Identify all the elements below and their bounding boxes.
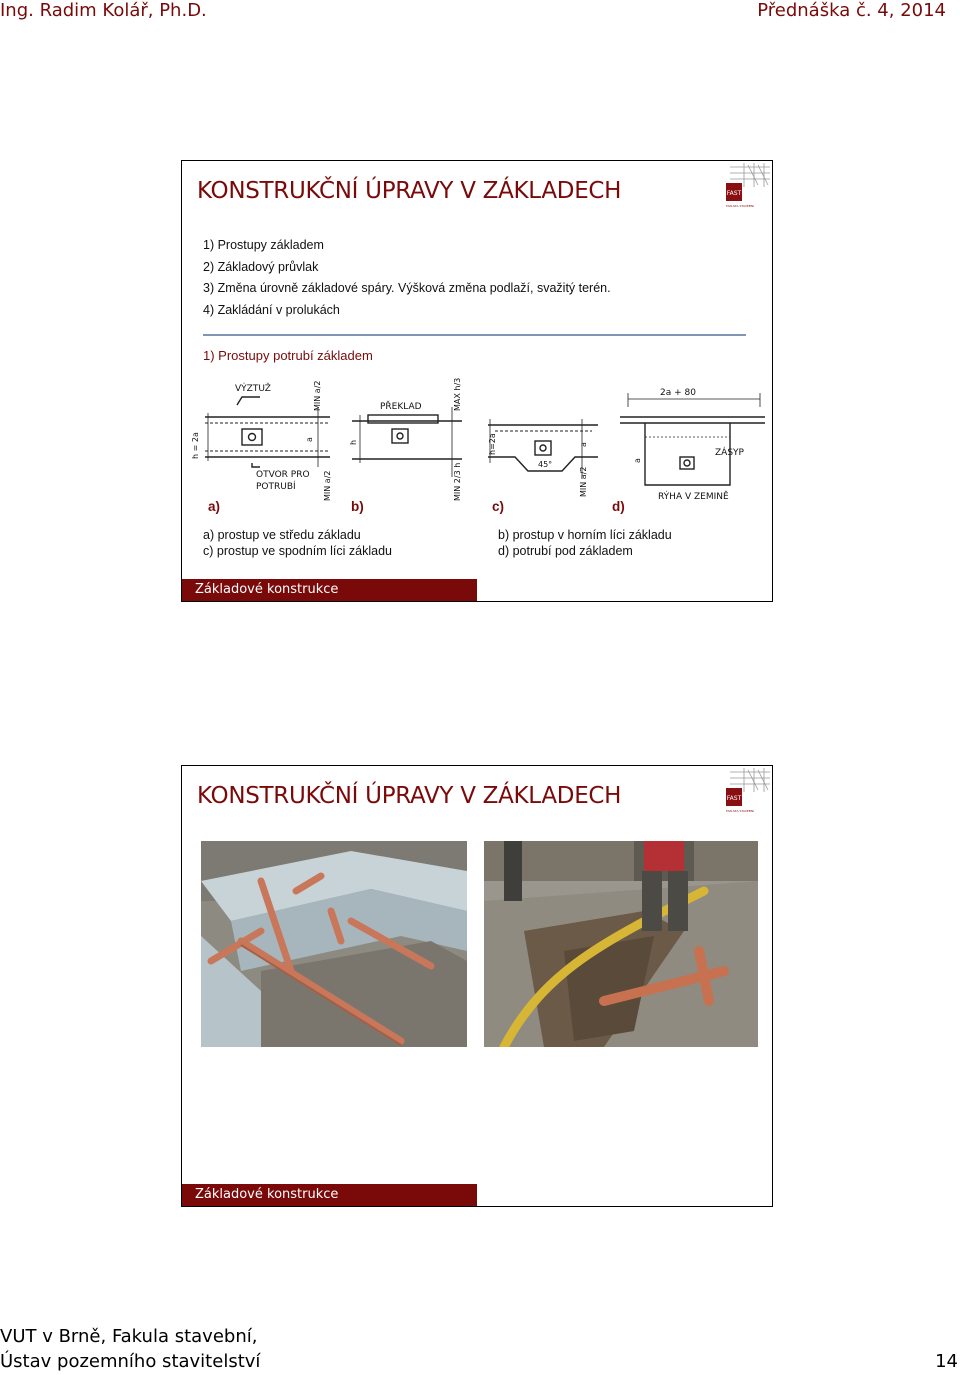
svg-text:POTRUBÍ: POTRUBÍ — [256, 482, 296, 492]
svg-text:MIN a/2: MIN a/2 — [313, 380, 322, 411]
slide-2 — [181, 765, 773, 1207]
svg-text:a: a — [633, 458, 642, 463]
list-item: 2) Základový průvlak — [203, 259, 319, 274]
svg-text:MIN a/2: MIN a/2 — [579, 466, 588, 497]
fast-logo — [724, 161, 772, 213]
subheading: 1) Prostupy potrubí základem — [203, 348, 373, 363]
label-b: b) — [351, 499, 364, 514]
header-author: Ing. Radim Kolář, Ph.D. — [0, 0, 207, 21]
footer-line-1: VUT v Brně, Fakula stavební, — [0, 1326, 258, 1347]
header-lecture: Přednáška č. 4, 2014 — [757, 0, 946, 21]
divider — [203, 334, 746, 336]
diagram-a — [205, 397, 330, 467]
slide-title: KONSTRUKČNÍ ÚPRAVY V ZÁKLADECH — [197, 783, 622, 809]
list-item: 3) Změna úrovně základové spáry. Výšková změna podlaží, svažitý terén. — [203, 281, 611, 295]
fast-logo — [724, 766, 772, 818]
svg-text:ZÁSYP: ZÁSYP — [715, 448, 744, 458]
label-c: c) — [492, 499, 505, 514]
footer-line-2: Ústav pozemního stavitelství — [0, 1351, 261, 1372]
svg-text:h = 2a: h = 2a — [191, 432, 200, 459]
list-item: 4) Zakládání v prolukách — [203, 302, 340, 317]
svg-text:a: a — [305, 437, 314, 442]
svg-text:45°: 45° — [538, 460, 553, 469]
svg-text:VÝZTUŽ: VÝZTUŽ — [235, 384, 271, 394]
svg-text:PŘEKLAD: PŘEKLAD — [380, 402, 422, 412]
svg-text:OTVOR PRO: OTVOR PRO — [256, 470, 310, 480]
svg-text:MIN a/2: MIN a/2 — [323, 470, 332, 501]
slide-title: KONSTRUKČNÍ ÚPRAVY V ZÁKLADECH — [197, 178, 622, 204]
svg-text:h=2a: h=2a — [488, 433, 497, 455]
photo-trench-pipe — [484, 841, 758, 1047]
diagram-d — [620, 393, 765, 485]
svg-text:RÝHA V ZEMINĚ: RÝHA V ZEMINĚ — [658, 492, 729, 502]
svg-text:FAKULTA STAVEBNÍ: FAKULTA STAVEBNÍ — [726, 809, 754, 813]
svg-text:2a + 80: 2a + 80 — [660, 388, 696, 398]
svg-text:a: a — [579, 442, 588, 447]
pipe-penetration-diagrams — [190, 367, 765, 507]
svg-text:h: h — [349, 439, 358, 445]
svg-text:FAST: FAST — [726, 795, 742, 802]
svg-text:FAST: FAST — [726, 190, 742, 197]
svg-text:MIN 2/3 h: MIN 2/3 h — [453, 462, 462, 501]
label-a: a) — [208, 499, 221, 514]
svg-text:MAX h/3: MAX h/3 — [453, 377, 462, 411]
description-right: b) prostup v horním líci základu d) potrubí pod základem — [498, 528, 672, 558]
svg-text:FAKULTA STAVEBNÍ: FAKULTA STAVEBNÍ — [726, 204, 754, 208]
page-number: 14 — [935, 1351, 958, 1372]
description-left: a) prostup ve středu základu c) prostup ve spodním líci základu — [203, 528, 392, 558]
diagram-b — [352, 407, 462, 477]
slide-footer: Základové konstrukce — [182, 1184, 477, 1206]
list-item: 1) Prostupy základem — [203, 238, 324, 252]
topic-list — [203, 235, 611, 321]
slide-1 — [181, 160, 773, 602]
photo-pipes-foundation — [201, 841, 467, 1047]
slide-footer: Základové konstrukce — [182, 579, 477, 601]
label-d: d) — [612, 499, 625, 514]
